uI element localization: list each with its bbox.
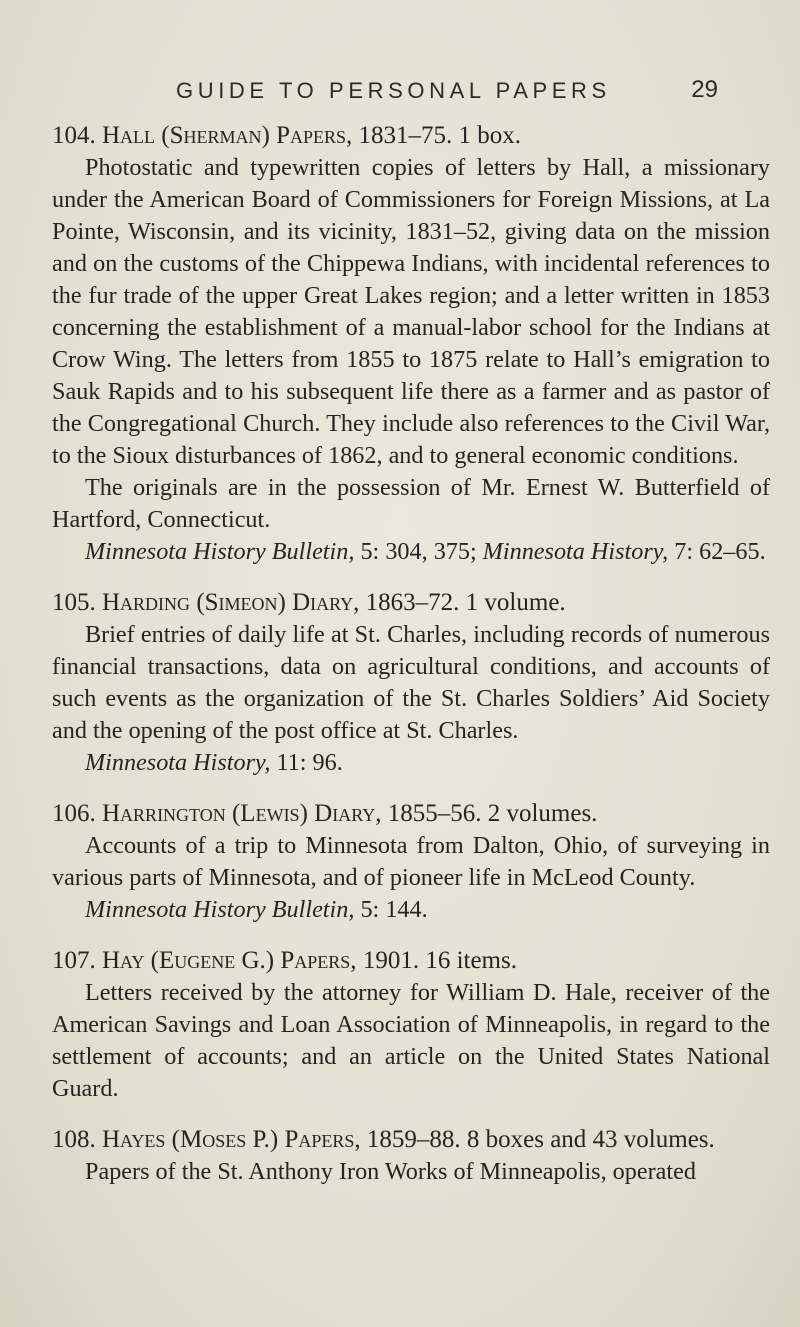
citation-pages: 5: 144.: [354, 896, 428, 923]
entry-106: [52, 798, 770, 926]
entry-kind: Papers,: [284, 1126, 361, 1153]
entry-104: [52, 120, 770, 568]
entry-list: [52, 120, 770, 1207]
entry-heading: [52, 587, 770, 619]
entry-given-name: (Eugene G.): [150, 947, 275, 974]
entry-name: Hall: [102, 122, 156, 149]
entry-name: Harding: [102, 589, 191, 616]
entry-name: Hay: [102, 947, 145, 974]
entry-description: Brief entries of daily life at St. Charles, including records of numerous financial transactions, data on agricultural conditions, and accounts of such events as the organization of the St. Charles Soldiers’ Aid Society and the opening of the post office at St. Charles.: [52, 621, 770, 744]
entry-kind: Papers,: [276, 122, 353, 149]
entry-heading: [52, 945, 770, 977]
entry-description: Photostatic and typewritten copies of letters by Hall, a missionary under the American Board of Commissioners for Foreign Missions, at La Pointe, Wisconsin, and its vicinity, 1831–52, giving data on the mission and on the customs of the Chippewa Indians, with incidental references to the fur trade of the upper Great Lakes region; and a letter written in 1853 concerning the establishment of a manual-labor school for the Indians at Crow Wing. The letters from 1855 to 1875 relate to Hall’s emigration to Sauk Rapids and to his subsequent life there as a farmer and as pastor of the Congregational Church. They include also references to the Civil War, to the Sioux disturbances of 1862, and to general economic conditions.: [52, 154, 770, 469]
entry-number: 107.: [52, 947, 96, 974]
entry-given-name: (Lewis): [231, 800, 308, 827]
running-title: GUIDE TO PERSONAL PAPERS: [176, 78, 611, 103]
citation-journal: Minnesota History,: [85, 749, 271, 776]
entry-description: Accounts of a trip to Minnesota from Dalton, Ohio, of surveying in various parts of Minnesota, and of pioneer life in McLeod County.: [52, 832, 770, 891]
entry-heading: [52, 120, 770, 152]
entry-description: Letters received by the attorney for William D. Hale, receiver of the American Savings and Loan Association of Minneapolis, in regard to the settlement of accounts; and an article on the United States National Guard.: [52, 979, 770, 1102]
entry-given-name: (Sherman): [161, 122, 270, 149]
entry-kind: Papers,: [280, 947, 357, 974]
citation-journal: Minnesota History Bulletin,: [85, 896, 355, 923]
entry-dates: 1901.: [362, 947, 420, 974]
entry-kind: Diary,: [314, 800, 382, 827]
entry-kind: Diary,: [292, 589, 360, 616]
entry-dates: 1863–72.: [365, 589, 460, 616]
entry-number: 104.: [52, 122, 96, 149]
entry-citation: [52, 536, 770, 568]
entry-extent: 2 volumes.: [487, 800, 598, 827]
running-head: [56, 0, 748, 103]
entry-dates: 1831–75.: [358, 122, 453, 149]
entry-heading: [52, 798, 770, 830]
entry-citation: [52, 747, 770, 779]
entry-dates: 1855–56.: [387, 800, 482, 827]
entry-given-name: (Simeon): [196, 589, 286, 616]
citation-pages: 11: 96.: [270, 749, 343, 776]
entry-extent: 8 boxes and 43 volumes.: [466, 1126, 715, 1153]
citation-journal: Minnesota History,: [482, 538, 669, 565]
entry-description: Papers of the St. Anthony Iron Works of Minneapolis, operated: [85, 1158, 696, 1185]
entry-heading: [52, 1124, 770, 1156]
entry-name: Harrington: [102, 800, 226, 827]
entry-name: Hayes: [102, 1126, 166, 1153]
entry-105: [52, 587, 770, 779]
entry-number: 108.: [52, 1126, 96, 1153]
entry-citation: [52, 894, 770, 926]
entry-dates: 1859–88.: [366, 1126, 461, 1153]
entry-107: [52, 945, 770, 1105]
entry-extent: 1 box.: [458, 122, 522, 149]
entry-number: 106.: [52, 800, 96, 827]
entry-extent: 16 items.: [425, 947, 517, 974]
citation-pages: 5: 304, 375;: [354, 538, 483, 565]
page-number: 29: [691, 76, 718, 103]
citation-journal: Minnesota History Bulletin,: [85, 538, 355, 565]
entry-given-name: (Moses P.): [171, 1126, 279, 1153]
entry-provenance: The originals are in the possession of Mr. Ernest W. Butterfield of Hartford, Connecticut.: [52, 474, 770, 533]
entry-number: 105.: [52, 589, 96, 616]
entry-108: [52, 1124, 770, 1188]
citation-pages: 7: 62–65.: [668, 538, 766, 565]
entry-extent: 1 volume.: [465, 589, 566, 616]
